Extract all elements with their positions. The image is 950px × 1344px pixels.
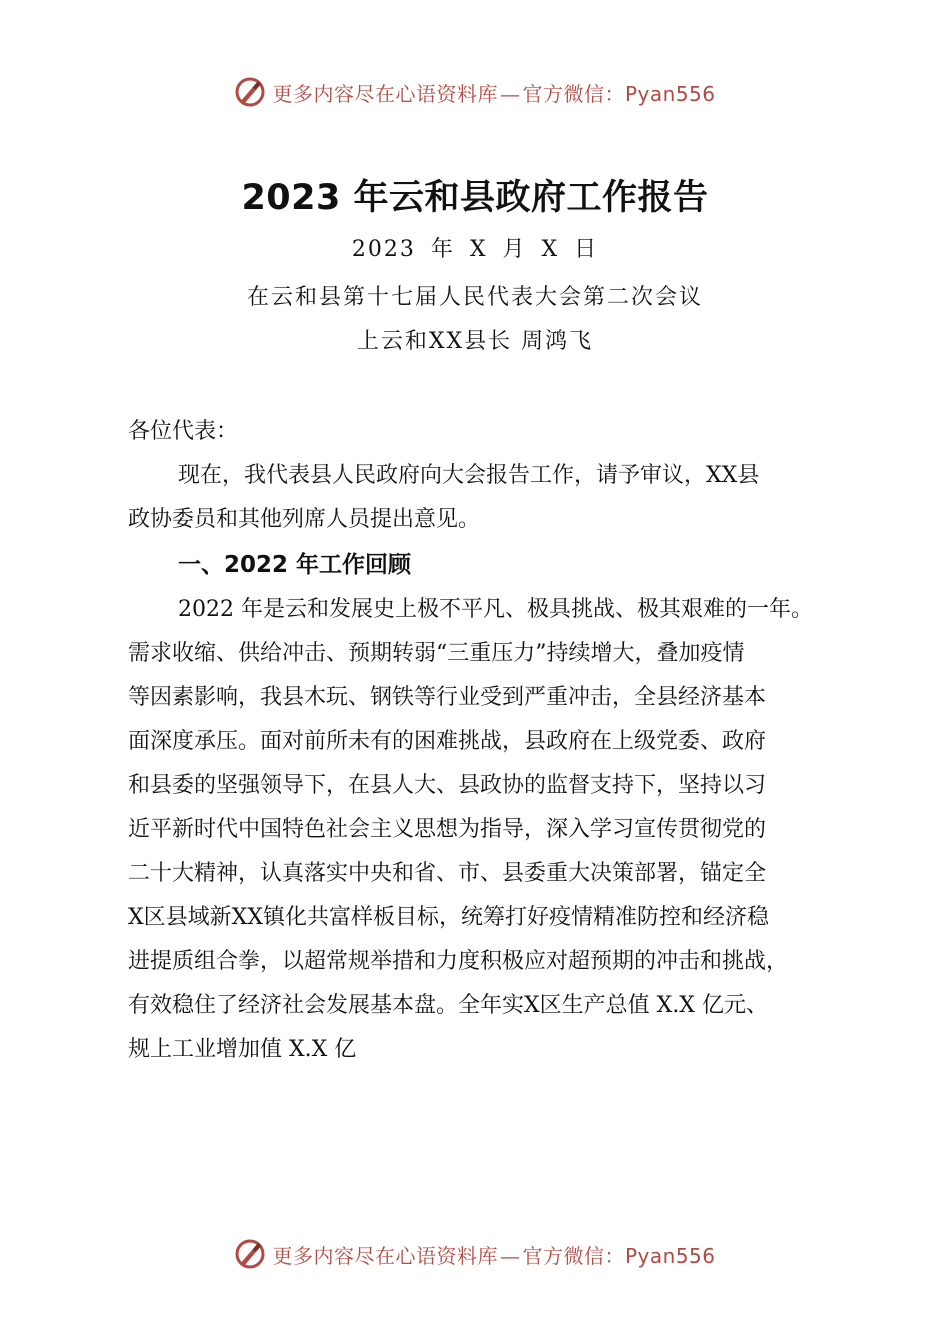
top-banner <box>0 70 950 114</box>
body-line: 和县委的坚强领导下，在县人大、县政协的监督支持下，坚持以习 <box>128 773 767 798</box>
banner-wechat-id: Pyan556 <box>624 1243 716 1268</box>
body-line: 2022 年是云和发展史上极不平凡、极具挑战、极其艰难的一年。 <box>178 597 813 622</box>
body-line: 等因素影响，我县木玩、钢铁等行业受到严重冲击，全县经济基本 <box>128 685 767 710</box>
banner-separator: — <box>499 1243 521 1268</box>
banner-slogan: 更多内容尽在心语资料库 <box>272 1243 498 1268</box>
intro-line-1: 现在，我代表县人民政府向大会报告工作，请予审议，XX县 <box>178 463 760 488</box>
body-line: 有效稳住了经济社会发展基本盘。全年实X区生产总值 X.X 亿元、 <box>128 993 768 1018</box>
banner-label: 官方微信： <box>522 81 625 106</box>
document-body <box>128 410 868 1072</box>
banner-text <box>272 1240 715 1269</box>
body-line: 二十大精神，认真落实中央和省、市、县委重大决策部署，锚定全 <box>128 861 767 886</box>
body-line: 需求收缩、供给冲击、预期转弱“三重压力”持续增大，叠加疫情 <box>128 641 745 666</box>
banner-text <box>272 78 715 107</box>
body-line: 规上工业增加值 X.X 亿 <box>128 1037 357 1062</box>
pen-in-circle-logo-icon <box>234 76 266 108</box>
body-line: 进提质组合拳，以超常规举措和力度积极应对超预期的冲击和挑战， <box>128 949 789 974</box>
document-title: 2023 年云和县政府工作报告 <box>241 178 709 218</box>
banner-separator: — <box>499 81 521 106</box>
pen-in-circle-logo-icon <box>234 1238 266 1270</box>
document-subtitle-line2: 上云和XX县长 周鸿飞 <box>356 329 594 354</box>
body-line: 面深度承压。面对前所未有的困难挑战，县政府在上级党委、政府 <box>128 729 767 754</box>
salutation: 各位代表： <box>128 419 239 444</box>
bottom-banner <box>0 1232 950 1276</box>
banner-wechat-id: Pyan556 <box>624 81 716 106</box>
document-date: 2023 年 X 月 X 日 <box>351 237 599 262</box>
intro-line-2: 政协委员和其他列席人员提出意见。 <box>128 507 481 532</box>
section-body <box>128 588 868 1072</box>
body-line: X区县域新XX镇化共富样板目标，统筹打好疫情精准防控和经济稳 <box>128 905 769 930</box>
banner-slogan: 更多内容尽在心语资料库 <box>272 81 498 106</box>
document-subtitle-line1: 在云和县第十七届人民代表大会第二次会议 <box>246 285 703 310</box>
body-line: 近平新时代中国特色社会主义思想为指导，深入学习宣传贯彻党的 <box>128 817 767 842</box>
section-heading: 一、2022 年工作回顾 <box>178 552 412 578</box>
banner-label: 官方微信： <box>522 1243 625 1268</box>
